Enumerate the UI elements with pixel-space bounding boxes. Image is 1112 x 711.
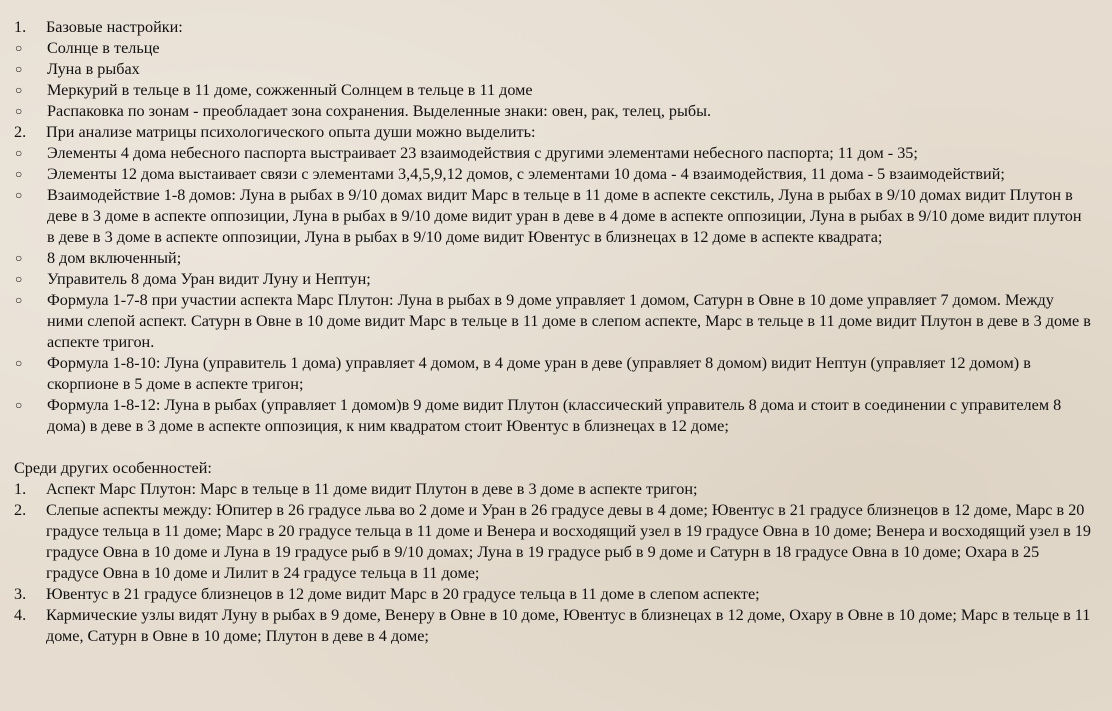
list-item xyxy=(14,353,1092,395)
list-item-text: Элементы 4 дома небесного паспорта выстраивает 23 взаимодействия с другими элементами небесного паспорта; 11 дом - 35; xyxy=(47,144,918,162)
list-item xyxy=(14,185,1092,248)
list-item xyxy=(14,38,1092,59)
list-item xyxy=(14,290,1092,353)
list-item-text: Управитель 8 дома Уран видит Луну и Нептун; xyxy=(47,270,371,288)
spacer xyxy=(14,437,1092,458)
list-item xyxy=(14,143,1092,164)
section-heading-other: Среди других особенностей: xyxy=(14,459,212,477)
list-item-text: Формула 1-8-12: Луна в рыбах (управляет 1 домом)в 9 доме видит Плутон (классический управитель 8 дома и стоит в соединении с управителем 8 дома) в деве в 3 доме в аспекте оппозиция, к ним квадратом стоит Ювентус в близнецах в 12 доме; xyxy=(47,396,1062,435)
bullet-icon: ○ xyxy=(15,41,23,55)
bullet-icon: ○ xyxy=(15,188,23,202)
list-item-text: Формула 1-7-8 при участии аспекта Марс Плутон: Луна в рыбах в 9 доме управляет 1 домом, Сатурн в Овне в 10 доме управляет 7 домом. Между ними слепой аспект. Сатурн в Овне в 10 доме видит Марс в тельце в 11 доме в слепом аспекте, Марс в тельце в 11 доме видит Плутон в деве в 3 доме в аспекте тригон. xyxy=(47,291,1091,351)
heading-text: При анализе матрицы психологического опыта души можно выделить: xyxy=(46,123,536,141)
bullet-icon: ○ xyxy=(15,83,23,97)
bullet-icon: ○ xyxy=(15,356,23,370)
list-item xyxy=(14,59,1092,80)
list-number: 4. xyxy=(14,606,27,624)
list-item xyxy=(14,584,1092,605)
list-item-text: Луна в рыбах xyxy=(47,60,140,78)
bullet-icon: ○ xyxy=(15,104,23,118)
heading-text: Базовые настройки: xyxy=(46,18,183,36)
list-item xyxy=(14,269,1092,290)
bullet-icon: ○ xyxy=(15,272,23,286)
list-item xyxy=(14,164,1092,185)
list-number: 2. xyxy=(14,501,27,519)
list-item xyxy=(14,101,1092,122)
bullet-icon: ○ xyxy=(15,251,23,265)
bullet-icon: ○ xyxy=(15,293,23,307)
list-number: 3. xyxy=(14,585,27,603)
list-item-text: Ювентус в 21 градусе близнецов в 12 доме видит Марс в 20 градусе тельца в 11 доме в слепом аспекте; xyxy=(46,585,760,603)
list-number: 2. xyxy=(14,123,27,141)
list-heading-matrix-analysis xyxy=(14,122,1092,143)
list-item-text: Взаимодействие 1-8 домов: Луна в рыбах в 9/10 домах видит Марс в тельце в 11 доме в аспекте секстиль, Луна в рыбах в 9/10 домах видит Плутон в деве в 3 доме в аспекте оппозиции, Луна в рыбах в 9/10 доме видит уран в деве в 4 доме в аспекте оппозиции, Луна в рыбах в 9/10 доме видит плутон в деве в 3 доме в аспекте оппозиции, Луна в рыбах в 9/10 доме видит Ювентус в близнецах в 12 доме в аспекте квадрата; xyxy=(47,186,1082,246)
list-item-text: Элементы 12 дома выстаивает связи с элементами 3,4,5,9,12 домов, с элементами 10 дома - 4 взаимодействия, 11 дома - 5 взаимодействий; xyxy=(47,165,1005,183)
bullet-icon: ○ xyxy=(15,62,23,76)
list-item-text: Аспект Марс Плутон: Марс в тельце в 11 доме видит Плутон в деве в 3 доме в аспекте тригон; xyxy=(46,480,698,498)
list-item-text: Распаковка по зонам - преобладает зона сохранения. Выделенные знаки: овен, рак, телец, рыбы. xyxy=(47,102,712,120)
list-number: 1. xyxy=(14,18,27,36)
list-item xyxy=(14,605,1092,647)
list-item xyxy=(14,479,1092,500)
bullet-icon: ○ xyxy=(15,398,23,412)
list-item-text: Слепые аспекты между: Юпитер в 26 градусе льва во 2 доме и Уран в 26 градусе девы в 4 доме; Ювентус в 21 градусе близнецов в 12 доме, Марс в 20 градусе тельца в 11 доме; Марс в 20 градусе тельца в 11 доме и Венера и восходящий узел в 19 градусе Овна в 10 доме; Венера и восходящий узел в 19 градусе Овна в 10 доме и Луна в 19 градусе рыб в 9/10 домах; Луна в 19 градусе рыб в 9 доме и Сатурн в 18 градусе Овна в 10 доме; Охара в 25 градусе Овна в 10 доме и Лилит в 24 градусе тельца в 11 доме; xyxy=(46,501,1092,582)
list-item-text: Солнце в тельце xyxy=(47,39,160,57)
list-item-text: Меркурий в тельце в 11 доме, сожженный Солнцем в тельце в 11 доме xyxy=(47,81,533,99)
bullet-icon: ○ xyxy=(15,146,23,160)
list-item-text: Формула 1-8-10: Луна (управитель 1 дома) управляет 4 домом, в 4 доме уран в деве (управляет 8 домом) видит Нептун (управляет 12 домом) в скорпионе в 5 доме в аспекте тригон; xyxy=(47,354,1031,393)
list-item-text: Кармические узлы видят Луну в рыбах в 9 доме, Венеру в Овне в 10 доме, Ювентус в близнецах в 12 доме, Охару в Овне в 10 доме; Марс в тельце в 11 доме, Сатурн в Овне в 10 доме; Плутон в деве в 4 доме; xyxy=(46,606,1091,645)
list-item xyxy=(14,395,1092,437)
list-item-text: 8 дом включенный; xyxy=(47,249,182,267)
list-heading-base-settings xyxy=(14,17,1092,38)
bullet-icon: ○ xyxy=(15,167,23,181)
list-item xyxy=(14,500,1092,584)
list-item xyxy=(14,248,1092,269)
list-item xyxy=(14,80,1092,101)
list-number: 1. xyxy=(14,480,27,498)
